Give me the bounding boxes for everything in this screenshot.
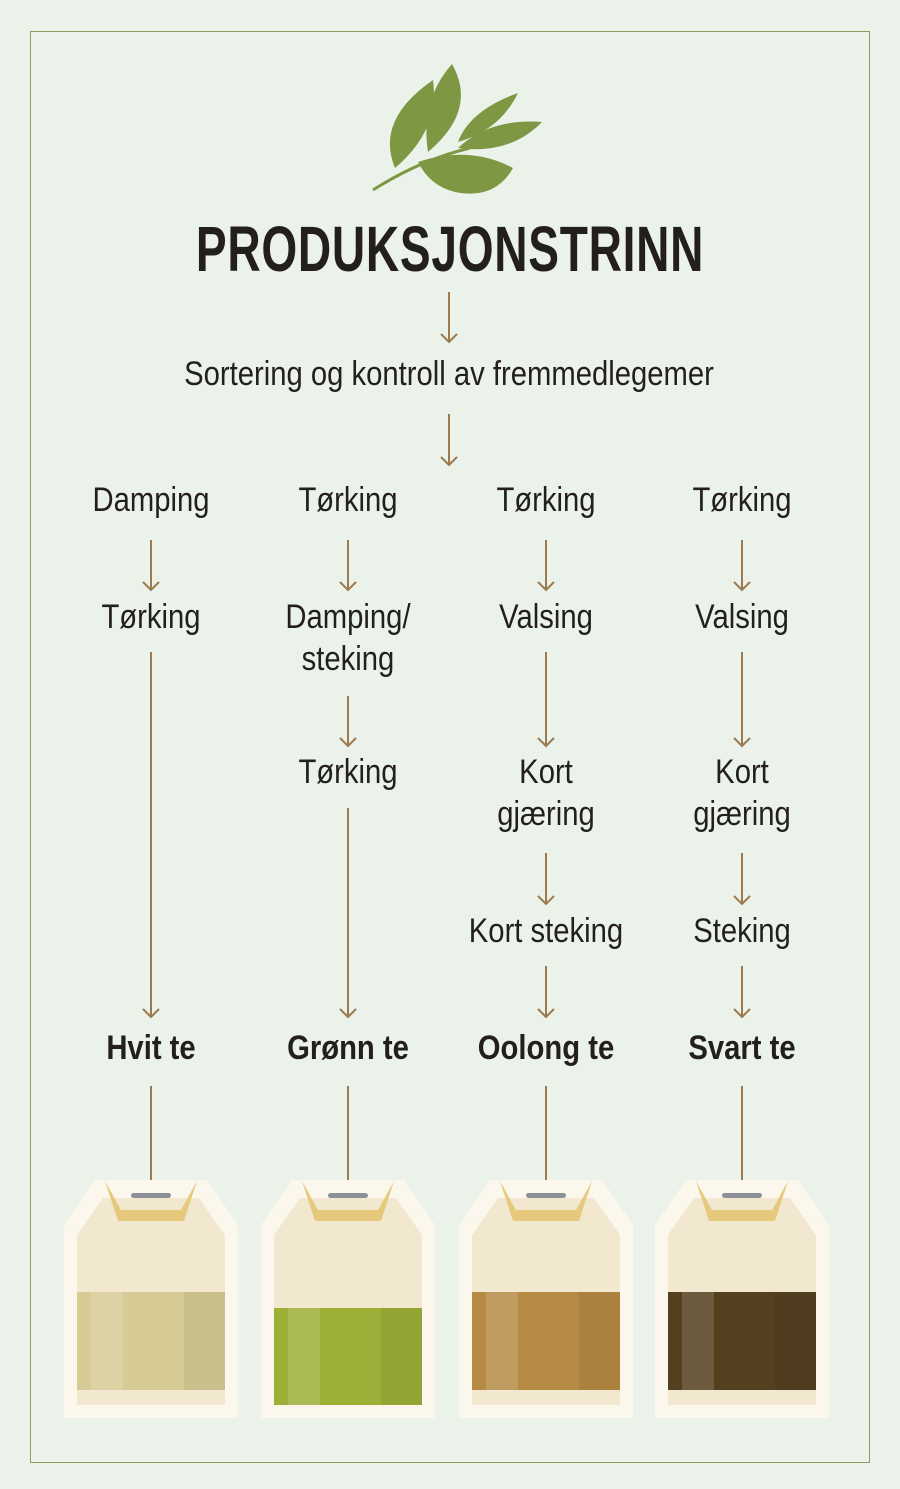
step-label: Steking	[693, 912, 791, 950]
step-label: Tørking	[101, 598, 201, 636]
tea-name-black: Svart te	[688, 1029, 796, 1067]
tea-bag-icon	[655, 1180, 829, 1418]
arrow	[734, 853, 750, 904]
arrow	[340, 696, 356, 746]
arrow	[143, 652, 159, 1017]
arrow	[340, 540, 356, 590]
page-title: PRODUKSJONSTRINN	[195, 213, 705, 285]
step-label: Kort	[715, 753, 769, 791]
tea-bag-icon	[459, 1180, 633, 1418]
step-label: Tørking	[298, 481, 398, 519]
arrow	[538, 966, 554, 1017]
arrow	[538, 540, 554, 590]
step-sorting: Sortering og kontroll av fremmedlegemer	[184, 355, 714, 393]
tea-name-white: Hvit te	[106, 1029, 196, 1067]
step-label: Kort steking	[468, 912, 624, 950]
step-label: Valsing	[695, 598, 789, 636]
tea-name-green: Grønn te	[287, 1029, 409, 1067]
step-label: Valsing	[499, 598, 593, 636]
step-label: gjæring	[497, 795, 595, 833]
step-label: steking	[301, 640, 395, 678]
arrows	[143, 292, 750, 1182]
step-label: Tørking	[496, 481, 596, 519]
arrow	[538, 652, 554, 746]
step-label: Damping	[92, 481, 210, 519]
step-label: Tørking	[692, 481, 792, 519]
step-label: Tørking	[298, 753, 398, 791]
arrow	[538, 853, 554, 904]
step-label: Damping/	[285, 598, 411, 636]
step-label: gjæring	[693, 795, 791, 833]
tea-leaf-icon	[373, 64, 542, 194]
arrow	[734, 966, 750, 1017]
tea-bag-icon	[64, 1180, 238, 1418]
tea-name-oolong: Oolong te	[477, 1029, 615, 1067]
step-label: Kort	[519, 753, 573, 791]
tea-bag-icon	[261, 1180, 435, 1418]
arrow	[340, 808, 356, 1017]
arrow	[734, 540, 750, 590]
arrow	[734, 652, 750, 746]
arrow	[143, 540, 159, 590]
arrow	[441, 292, 457, 342]
arrow	[441, 414, 457, 465]
